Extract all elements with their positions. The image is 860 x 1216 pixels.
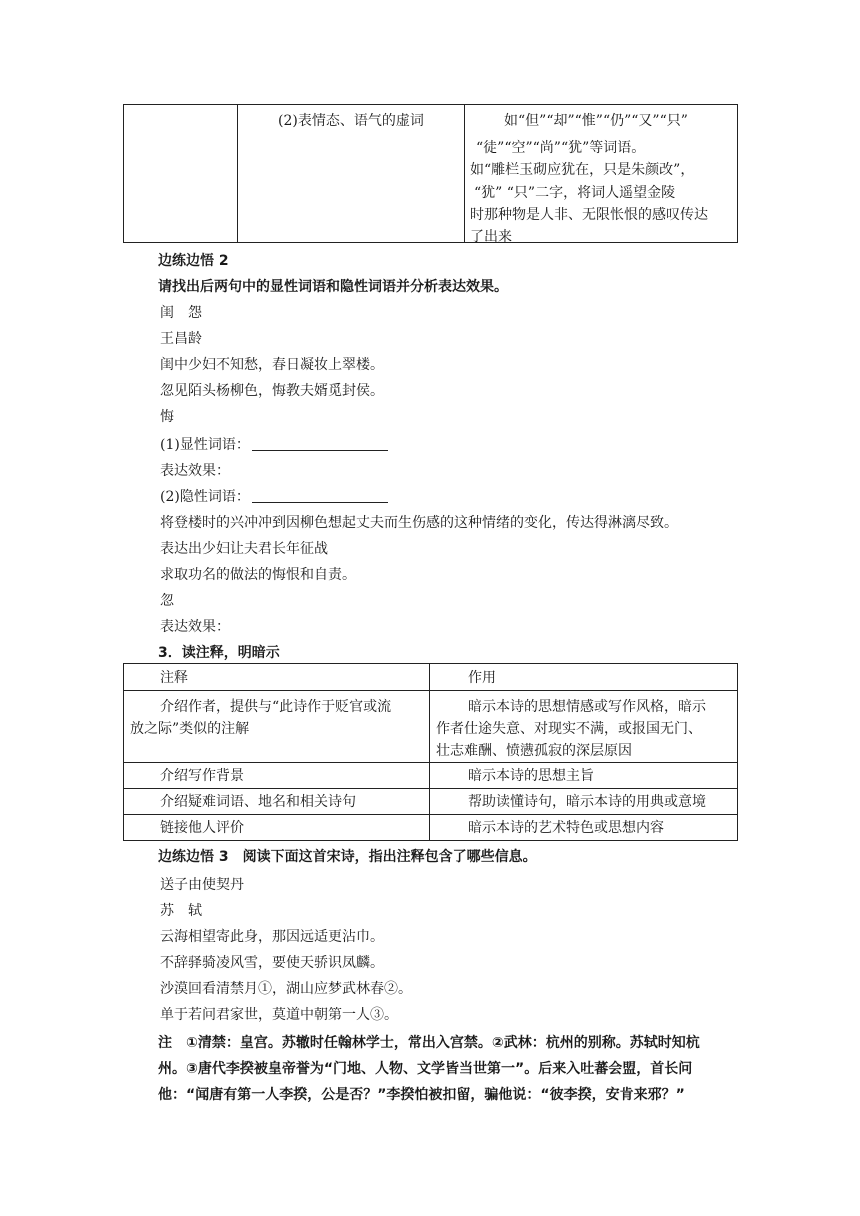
poem-line: 云海相望寄此身，那因远适更沾巾。 [160,929,384,945]
poem-title: 送子由使契丹 [160,877,244,893]
table-cell-note: 链接他人评价 [160,820,244,836]
answer-blank[interactable] [252,488,388,503]
table-col-divider-2 [464,104,465,243]
answer-text: 求取功名的做法的悔恨和自责。 [160,567,356,583]
table-left-border [123,104,124,243]
table-border [123,788,737,789]
table-border [429,663,430,841]
section3-heading: 3．读注释，明暗示 [158,645,280,661]
answer-blank[interactable] [252,436,388,451]
poem-author: 王昌龄 [160,331,202,347]
table-cell-use: 壮志难酬、愤懑孤寂的深层原因 [436,743,632,759]
poem-line: 闺中少妇不知愁，春日凝妆上翠楼。 [160,357,384,373]
practice2-prompt: 请找出后两句中的显性词语和隐性词语并分析表达效果。 [158,279,508,295]
table-cell-use: 暗示本诗的思想主旨 [468,768,594,784]
table-cell-explain-line: 时那种物是人非、无限怅恨的感叹传达 [470,207,708,223]
table-cell-explain-line: “徒”“空”“尚”“犹”等词语。 [476,140,646,156]
question-label: (2)隐性词语： [160,489,250,505]
poem-line: 忽见陌头杨柳色，悔教夫婿觅封侯。 [160,383,384,399]
table-border [123,840,737,841]
table-cell-note: 介绍写作背景 [160,768,244,784]
table-border [123,814,737,815]
table-cell-use: 帮助读懂诗句，暗示本诗的用典或意境 [468,794,706,810]
table-cell-explain-line: 了出来 [470,229,512,245]
column-header-use: 作用 [468,670,496,686]
poem-line: 沙漠回看清禁月①，湖山应梦武林春②。 [160,981,412,997]
table-bottom-border [123,242,737,243]
poem-footnote: 注 ①清禁：皇宫。苏辙时任翰林学士，常出入宫禁。②武林：杭州的别称。苏轼时知杭州。③唐代李揆被皇帝誉为“门地、人物、文学皆当世第一”。后来入吐蕃会盟，首长问他：“闻唐有第一人李揆，公是否？”李揆怕被扣留，骗他说：“彼李揆，安肯来邪？” [158,1035,700,1103]
column-header-note: 注释 [160,670,188,686]
question-implicit-words [160,484,388,510]
practice2-heading: 边练边悟 2 [158,253,229,269]
answer-text: 表达出少妇让夫君长年征战 [160,541,328,557]
poem-author: 苏 轼 [160,903,202,919]
table-border [737,663,738,841]
table-right-border [737,104,738,243]
effect-label: 表达效果： [160,463,230,479]
table-cell-explain-line: 如“雕栏玉砌应犹在，只是朱颜改”， [470,162,695,178]
table-border [123,690,737,691]
table-col-divider-1 [237,104,238,243]
table-cell-note: 放之际”类似的注解 [130,721,250,737]
table-cell-use: 暗示本诗的思想情感或写作风格，暗示 [468,699,706,715]
table-border [123,663,124,841]
table-cell-note: 介绍作者，提供与“此诗作于贬官或流 [160,699,392,715]
table-cell-note: 介绍疑难词语、地名和相关诗句 [160,794,356,810]
answer-text: 将登楼时的兴冲冲到因柳色想起丈夫而生伤感的这种情绪的变化，传达得淋漓尽致。 [160,515,678,531]
table-cell-explain-line: “犹” “只”二字，将词人遥望金陵 [474,185,676,201]
poem-title: 闺 怨 [160,305,202,321]
effect-label: 表达效果： [160,619,230,635]
practice3-heading: 边练边悟 3 阅读下面这首宋诗，指出注释包含了哪些信息。 [158,849,537,865]
question-explicit-words [160,432,388,458]
poem-line: 单于若问君家世，莫道中朝第一人③。 [160,1007,398,1023]
table-cell-explain-line: 如“但”“却”“惟”“仍”“又”“只” [504,113,688,129]
table-border [123,663,737,664]
answer-hui: 悔 [160,409,174,425]
table-cell-use: 作者仕途失意、对现实不满，或报国无门、 [436,721,702,737]
table-cell-use: 暗示本诗的艺术特色或思想内容 [468,820,664,836]
question-label: (1)显性词语： [160,437,250,453]
table-cell-word-type: (2)表情态、语气的虚词 [278,113,424,129]
table-border [123,762,737,763]
answer-hu: 忽 [160,593,174,609]
table-top-border [123,104,737,105]
poem-line: 不辞驿骑凌风雪，要使天骄识凤麟。 [160,955,384,971]
